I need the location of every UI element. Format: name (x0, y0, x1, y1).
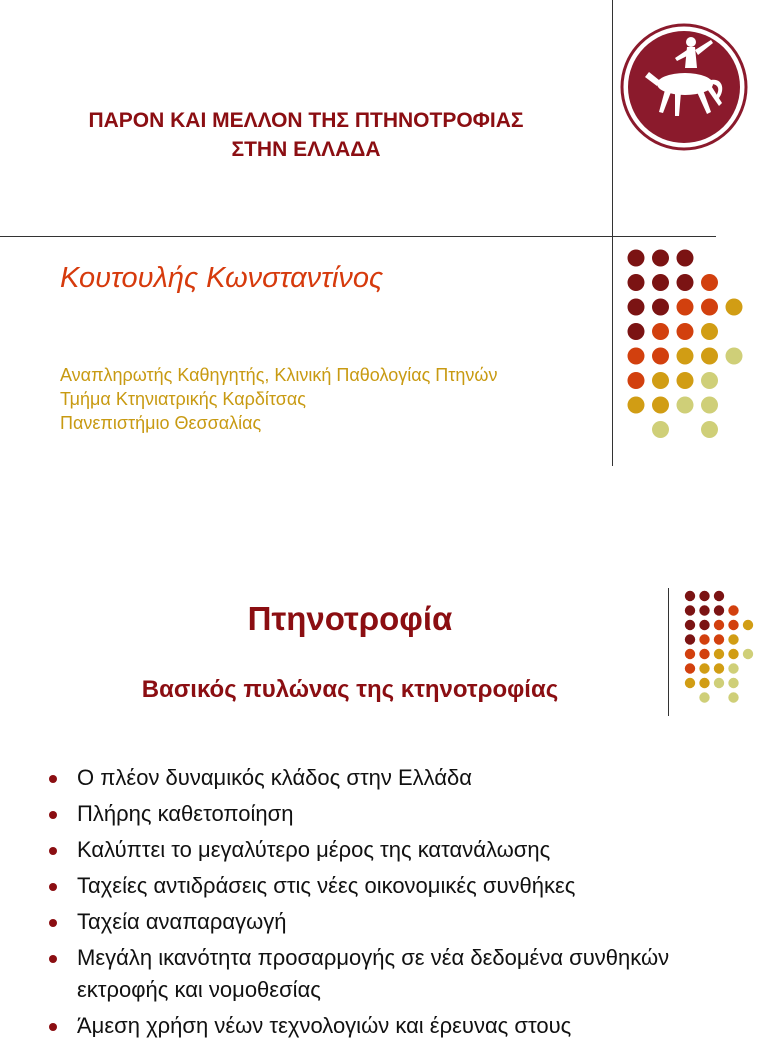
decorative-dot (652, 372, 669, 389)
title-slide (0, 0, 768, 512)
decorative-dot (728, 663, 738, 673)
decorative-dot (699, 634, 709, 644)
affiliation-line-2: Τμήμα Κτηνιατρικής Καρδίτσας (60, 389, 306, 409)
list-item: Ταχείες αντιδράσεις στις νέες οικονομικές συνθήκες (45, 870, 760, 902)
decorative-dot (699, 649, 709, 659)
decorative-dot (701, 274, 718, 291)
decorative-dot (714, 678, 724, 688)
decorative-dot (628, 397, 645, 414)
list-item: Ο πλέον δυναμικός κλάδος στην Ελλάδα (45, 762, 760, 794)
decorative-dot (628, 274, 645, 291)
decorative-dot (652, 274, 669, 291)
decorative-dot (699, 591, 709, 601)
presentation-title (0, 106, 612, 164)
decorative-dot (685, 591, 695, 601)
bullet-icon (49, 775, 57, 783)
list-item: Άμεση χρήση νέων τεχνολογιών και έρευνας στους (45, 1010, 760, 1042)
decorative-dot (726, 299, 743, 316)
decorative-dot (685, 634, 695, 644)
decorative-dot (714, 649, 724, 659)
decorative-dot (677, 250, 694, 267)
decorative-dot (628, 299, 645, 316)
decorative-dot (699, 692, 709, 702)
list-item: Μεγάλη ικανότητα προσαρμογής σε νέα δεδομένα συνθηκών εκτροφής και νομοθεσίας (45, 942, 760, 1006)
decorative-dot (714, 663, 724, 673)
decorative-dot (677, 348, 694, 365)
decorative-dot (699, 620, 709, 630)
decorative-dot (728, 605, 738, 615)
author-affiliation (60, 363, 497, 435)
decorative-dot (701, 421, 718, 438)
decorative-dot (714, 634, 724, 644)
decorative-dot (628, 250, 645, 267)
decorative-dot (652, 421, 669, 438)
decorative-dot-grid (618, 244, 748, 440)
author-name: Κουτουλής Κωνσταντίνος (60, 262, 384, 294)
decorative-dot (628, 323, 645, 340)
decorative-dot (699, 678, 709, 688)
decorative-dot (701, 397, 718, 414)
title-line-2: ΣΤΗΝ ΕΛΛΑΔΑ (231, 138, 381, 161)
decorative-dot (685, 620, 695, 630)
list-item: Πλήρης καθετοποίηση (45, 798, 760, 830)
decorative-dot (685, 678, 695, 688)
decorative-dot (677, 299, 694, 316)
list-item: Ταχεία αναπαραγωγή (45, 906, 760, 938)
decorative-dot (701, 323, 718, 340)
decorative-dot (728, 692, 738, 702)
decorative-dot (628, 372, 645, 389)
title-line-1: ΠΑΡΟΝ ΚΑΙ ΜΕΛΛΟΝ ΤΗΣ ΠΤΗΝΟΤΡΟΦΙΑΣ (88, 109, 524, 132)
affiliation-line-1: Αναπληρωτής Καθηγητής, Κλινική Παθολογίας Πτηνών (60, 365, 498, 385)
decorative-dot (701, 372, 718, 389)
content-slide (0, 512, 768, 1038)
bullet-icon (49, 919, 57, 927)
university-logo-icon (619, 22, 749, 152)
decorative-dot (652, 348, 669, 365)
affiliation-line-3: Πανεπιστήμιο Θεσσαλίας (60, 413, 262, 433)
decorative-dot (714, 620, 724, 630)
decorative-dot (677, 397, 694, 414)
vertical-divider (668, 588, 669, 716)
decorative-dot (701, 348, 718, 365)
decorative-dot (726, 348, 743, 365)
bullet-icon (49, 883, 57, 891)
bullet-icon (49, 847, 57, 855)
vertical-divider (612, 0, 613, 466)
decorative-dot (699, 663, 709, 673)
decorative-dot (743, 620, 753, 630)
decorative-dot (685, 663, 695, 673)
bullet-icon (49, 1023, 57, 1031)
decorative-dot (652, 299, 669, 316)
decorative-dot (652, 323, 669, 340)
decorative-dot (728, 620, 738, 630)
decorative-dot-grid (678, 588, 762, 706)
decorative-dot (677, 372, 694, 389)
bullet-icon (49, 811, 57, 819)
list-item: Καλύπτει το μεγαλύτερο μέρος της κατανάλωσης (45, 834, 760, 866)
decorative-dot (652, 250, 669, 267)
decorative-dot (728, 649, 738, 659)
decorative-dot (699, 605, 709, 615)
decorative-dot (701, 299, 718, 316)
decorative-dot (743, 649, 753, 659)
bullet-list (45, 762, 760, 1046)
horizontal-divider (0, 236, 716, 237)
slide-title: Πτηνοτροφία (247, 600, 453, 637)
decorative-dot (677, 274, 694, 291)
decorative-dot (728, 678, 738, 688)
decorative-dot (728, 634, 738, 644)
decorative-dot (714, 591, 724, 601)
decorative-dot (628, 348, 645, 365)
decorative-dot (714, 605, 724, 615)
decorative-dot (685, 605, 695, 615)
slide-subtitle: Βασικός πυλώνας της κτηνοτροφίας (141, 676, 559, 703)
decorative-dot (652, 397, 669, 414)
bullet-icon (49, 955, 57, 963)
decorative-dot (685, 649, 695, 659)
decorative-dot (677, 323, 694, 340)
